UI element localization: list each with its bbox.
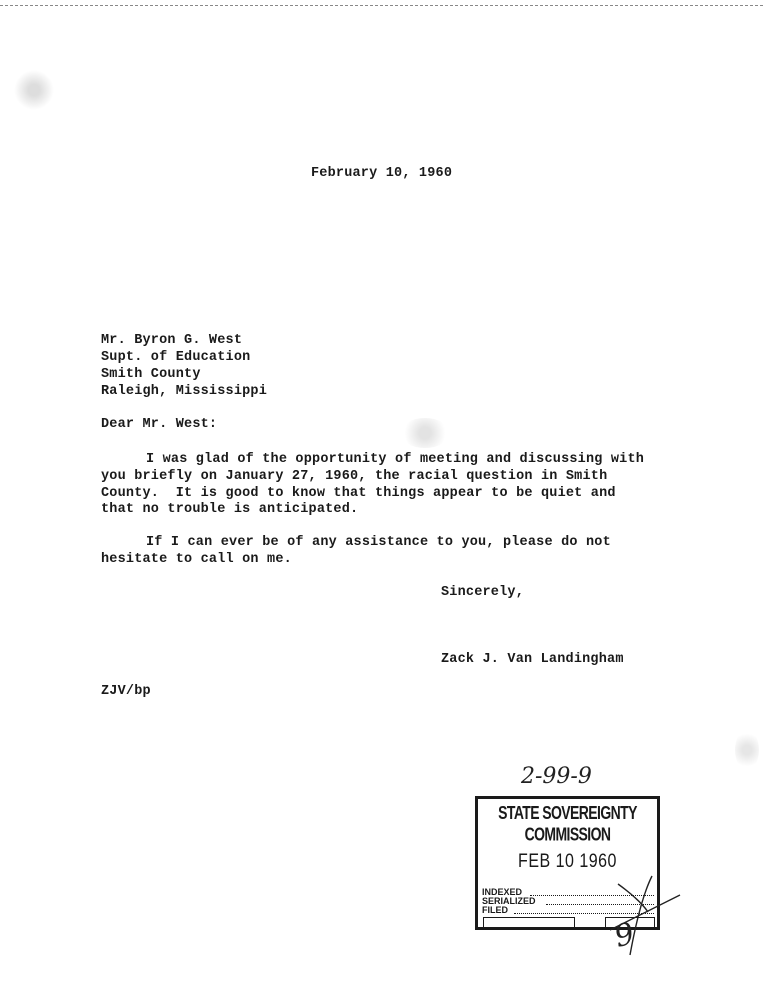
signature-name: Zack J. Van Landingham [441,652,624,667]
paragraph-line: County. It is good to know that things appear to be quiet and [101,486,616,501]
handwritten-file-number: 2-99-9 [521,764,592,789]
stamp-title: STATE SOVEREIGNTY COMMISSION [498,801,637,845]
pen-stroke [610,895,680,930]
paragraph-line: hesitate to call on me. [101,552,292,567]
stamp-row-serialized: SERIALIZED [482,896,536,906]
letter-date: February 10, 1960 [311,166,453,181]
stamp-date: FEB 10 1960 [518,851,617,872]
paragraph-line: I was glad of the opportunity of meeting and discussing with [146,452,645,467]
stamp-row-filed: FILED [482,905,508,915]
pen-stroke [630,876,652,955]
paragraph-line: If I can ever be of any assistance to you, please do not [146,535,611,550]
recipient-county: Smith County [101,367,201,382]
typist-initials: ZJV/bp [101,684,151,699]
recipient-title: Supt. of Education [101,350,251,365]
recipient-city: Raleigh, Mississippi [101,384,268,399]
stamp-row-indexed: INDEXED [482,887,523,897]
closing: Sincerely, [441,585,525,600]
salutation: Dear Mr. West: [101,417,218,432]
handwritten-mark: 9 [610,916,639,955]
paragraph-line: that no trouble is anticipated. [101,502,359,517]
paragraph-line: you briefly on January 27, 1960, the racial question in Smith [101,469,608,484]
recipient-name: Mr. Byron G. West [101,333,243,348]
